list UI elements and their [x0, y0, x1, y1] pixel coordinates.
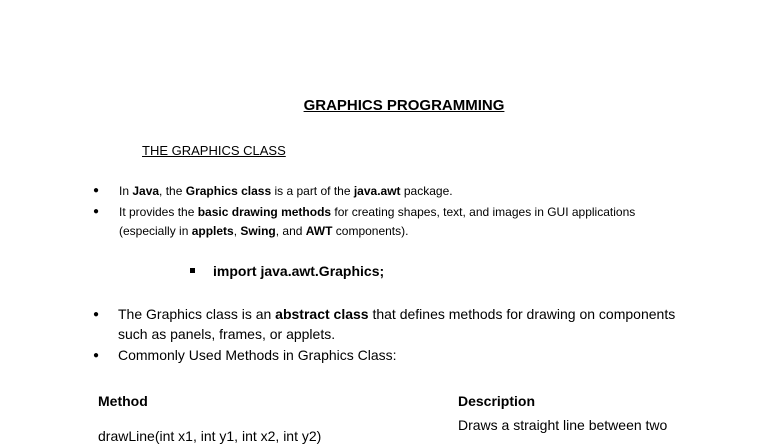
text-run: components). — [332, 224, 409, 238]
bullet-text — [119, 205, 635, 219]
text-run-bold: Graphics class — [185, 184, 272, 198]
page-title: GRAPHICS PROGRAMMING — [303, 97, 505, 114]
bullet-icon: ● — [93, 206, 100, 217]
square-bullet-icon — [190, 268, 195, 273]
text-run-bold: basic drawing methods — [197, 205, 332, 219]
bullet-text-continuation — [119, 224, 408, 238]
section-heading: THE GRAPHICS CLASS — [142, 143, 286, 158]
text-run: for creating shapes, text, and images in GUI applications — [331, 205, 636, 219]
text-run: , and — [275, 224, 306, 238]
bullet-icon: ● — [93, 185, 100, 196]
text-run-bold: applets — [191, 224, 234, 238]
import-statement: import java.awt.Graphics; — [213, 263, 385, 279]
table-header-method: Method — [98, 393, 148, 409]
text-run-bold: Java — [132, 184, 160, 198]
text-run: In — [119, 184, 133, 198]
text-run-bold: AWT — [305, 224, 333, 238]
bullet-text — [119, 184, 453, 198]
bullet-icon: ● — [93, 350, 100, 361]
bullet-text — [118, 306, 675, 322]
text-run: The Graphics class is an — [118, 306, 276, 322]
text-run-bold: Swing — [240, 224, 276, 238]
text-run: It provides the — [119, 205, 198, 219]
table-cell-description: Draws a straight line between two — [458, 417, 668, 433]
table-header-description: Description — [458, 393, 536, 409]
text-run: , the — [159, 184, 186, 198]
text-run: package. — [400, 184, 453, 198]
text-run: that defines methods for drawing on components — [368, 306, 676, 322]
bullet-icon: ● — [93, 309, 100, 320]
text-run: , — [233, 224, 241, 238]
bullet-text-continuation: such as panels, frames, or applets. — [118, 326, 336, 342]
text-run-bold: abstract class — [275, 306, 369, 322]
text-run-bold: java.awt — [353, 184, 401, 198]
table-cell-method: drawLine(int x1, int y1, int x2, int y2) — [98, 428, 322, 444]
text-run: (especially in — [119, 224, 192, 238]
text-run: is a part of the — [271, 184, 354, 198]
bullet-text: Commonly Used Methods in Graphics Class: — [118, 347, 397, 363]
